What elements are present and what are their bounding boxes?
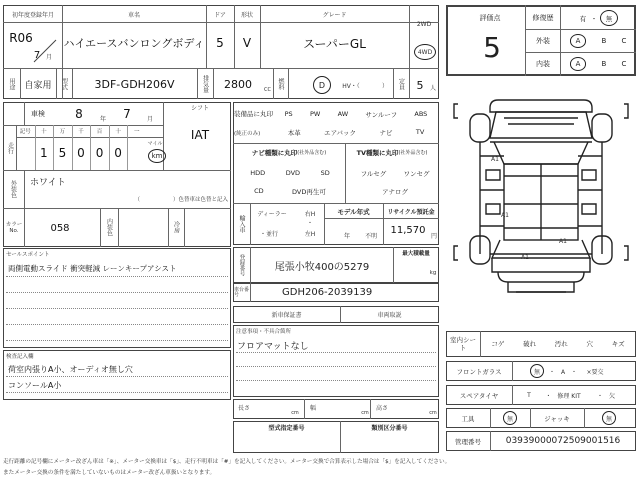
use-value: 自家用 [24,80,52,91]
model-label: 型式 [60,78,68,90]
tv-item: アナログ [382,187,408,196]
mileage-digit: 5 [58,146,67,160]
equipment-item: ナビ [379,128,393,137]
shape-value: V [242,36,252,50]
notes-value: フロアマットなし [237,341,309,352]
max-load-label: 最大積載量 [402,251,430,257]
restoration-yes: 有 [579,14,587,23]
chassis-value: GDH206-2039139 [282,287,373,298]
grade-value: スーパーGL [303,36,366,51]
restoration-sep: ・ [590,14,598,23]
interior-sheet-item: コゲ [491,339,505,348]
navi-item: DVD再生可 [291,187,326,196]
equipment-item: サンルーフ [365,110,398,119]
mileage-mile: マイル [147,140,163,147]
equipment-item: AW [337,110,349,118]
inspection-year: 8 [75,107,83,121]
damage-mark-1: A1 [491,155,499,163]
doors-label: ドア [214,11,226,19]
height-label: 高さ [375,404,388,412]
first-reg-month: 7 [33,49,41,61]
fuel-hv-close: ） [381,82,388,90]
restoration-label: 修復歴 [532,14,554,22]
interior-sheet-item: キズ [611,339,625,348]
inspection-month: 7 [123,107,131,121]
width-label: 幅 [309,404,316,412]
front-glass-end: ×要交 [586,368,604,376]
length-cm: cm [291,410,299,416]
import-sep: ・ [306,219,313,227]
month-slash [20,36,60,66]
new-car-warranty: 新車保証書 [271,312,302,319]
interior-label: 内装 [536,60,550,68]
equipment-item: PS [284,110,293,118]
color-value: ホワイト [30,177,66,188]
mileage-digit-header: 万 [59,129,66,135]
dimensions-panel [233,399,439,419]
front-glass-label: フロントガラス [456,367,502,376]
model-year-unit: 年 [343,232,350,240]
car-diagram-svg [446,86,636,320]
navi-title-note: (社外品含む) [297,149,327,156]
mileage-grid [16,125,163,170]
displacement-value: 2800 [224,77,252,91]
cold-label: 冷房 [172,221,180,233]
mileage-km: km [148,149,166,163]
tv-row-1 [352,167,438,179]
color-no-value: 058 [50,222,70,234]
equipment-item: 本革 [287,128,301,137]
tv-row-2 [352,185,438,197]
management-value: 03939000072509001516 [505,436,621,446]
displacement-label: 排気量 [201,75,209,93]
damage-mark-3: A1 [559,237,567,245]
import-dealer: ディーラー [257,210,287,218]
tv-item: フルセグ [360,169,387,178]
recycle-unit: 円 [430,232,437,240]
mileage-digit-header: 一 [133,129,140,135]
type-designation-label: 型式指定番号 [268,424,305,432]
navi-item: HDD [250,169,266,177]
jack-label: ジャッキ [544,414,570,423]
equipment-item: ABS [414,110,428,118]
max-load-kg: kg [429,270,437,276]
import-right: 右H [304,210,316,218]
restoration-no: 無 [600,10,618,26]
inspector-line-1: 荷室内張りA小、オーディオ無し穴 [8,364,133,374]
first-reg-month-unit: 月 [45,53,52,61]
capacity-unit: 人 [429,84,436,92]
exterior-grades [562,31,634,51]
exterior-grade-option: C [621,37,627,45]
color-note: （ ）色替車は色替と記入 [134,197,228,203]
cc-unit: CC [264,87,271,93]
car-name-label: 車名 [127,11,140,19]
capacity-label: 定員 [397,78,405,90]
mileage-digit-header: 千 [78,129,84,135]
damage-mark-2: A1 [501,211,509,219]
model-year-label: モデル年式 [337,207,370,216]
mileage-digit: 0 [95,146,104,160]
tv-item: ワンセグ [403,169,430,178]
shift-label: シフト [190,104,209,112]
height-cm: cm [429,410,437,416]
interior-grade-option: A [570,57,587,71]
tv-title [346,146,438,158]
interior-grades [562,54,634,74]
notes-label: 注意事項・不具合箇所 [236,329,292,335]
equipment-row-2 [276,126,436,138]
interior-sheet-item: 破れ [523,339,537,348]
inspection-year-unit: 年 [99,115,106,123]
capacity-value: 5 [416,78,424,92]
doors-value: 5 [216,36,224,50]
interior-color-label: 内装色 [105,218,113,236]
tools-value: 無 [503,411,517,425]
exterior-label: 外装 [536,37,550,45]
tv-title-text: TV種類に丸印 [356,148,399,157]
footer-line-1: 走行距離の記号欄にメーター改ざん車は「※」、メーター交換車は「$」、走行不明車は「#」を記入してください。メーター交換で合算表示した場合は「$」を記入してください。 [3,459,451,465]
mileage-digit-header: 記号 [19,129,31,135]
spare-label: スペアタイヤ [459,391,499,400]
import-parallel: ・並行 [259,230,278,238]
import-label: 輸入車 [238,215,245,233]
inspection-month-unit: 月 [146,115,153,123]
model-year-unknown: 不明 [364,232,377,240]
inspector-label: 検査記入欄 [6,354,34,360]
interior-sheet-item: 汚れ [554,339,568,348]
registration-label: 登録番号 [238,254,245,276]
chassis-label: 車台番号 [234,286,250,298]
drive-2wd: 2WD [416,20,432,28]
mileage-digit-header: 十 [41,129,47,135]
interior-sheet-item: 穴 [586,339,594,348]
interior-sheet-label: 室内シート [450,335,476,352]
shift-value: IAT [190,128,210,142]
spare-none: ・ 欠 [596,392,615,400]
mileage-label: 走行 [6,142,14,154]
sales-point-value: 両側電動スライド 衝突軽減 レーンキープアシスト [8,263,177,273]
shape-label: 形状 [240,11,253,19]
spare-t: T [527,391,531,399]
recycle-label: リサイクル預託金 [387,208,435,216]
mileage-digit: 0 [114,146,122,160]
front-glass-mid: ・ A ・ [548,368,578,376]
tv-title-note: (社外品含む) [398,149,428,156]
equipment-item: TV [415,128,425,136]
category-no-label: 類別区分番号 [371,424,408,432]
navi-item: DVD [285,169,301,177]
interior-grade-option: B [601,60,607,68]
color-label: 外装色 [9,180,17,198]
equipment-item: PW [309,110,321,118]
score-label: 評価点 [479,14,501,22]
fuel-hv: HV・（ [342,82,360,90]
first-reg-year: R06 [9,31,33,45]
navi-item: CD [254,187,264,195]
color-no-label: カラーNo. [5,222,23,234]
mileage-digit [16,143,35,163]
mileage-digit: 0 [77,146,85,160]
jack-value: 無 [602,411,616,425]
car-name: ハイエースバンロングボディ [63,37,205,50]
width-cm: cm [361,410,369,416]
score-value: 5 [483,30,501,64]
vehicle-manual: 車両取説 [377,312,402,319]
interior-sheet-items [482,336,634,350]
first-reg-label: 初年度登録年月 [11,11,54,19]
exterior-grade-option: B [601,37,607,45]
fuel-diesel: D [313,76,331,94]
use-side-label: 用途 [8,78,15,90]
length-label: 長さ [237,404,250,412]
management-label: 管理番号 [455,437,481,446]
tools-label: 工具 [461,414,475,423]
footer-line-2: またメーター交換の条件を満たしていないものはメーター改ざん車扱いとなります。 [3,470,216,476]
navi-row-2 [240,185,340,197]
mileage-digit: 1 [40,146,48,160]
import-left: 左H [304,230,316,238]
navi-item: SD [320,169,330,177]
sales-point-label: セールスポイント [6,252,50,258]
mileage-digit-header: 十 [115,129,121,135]
equipment-row-1 [276,108,436,120]
inspection-label: 車検 [31,110,45,118]
model-value: 3DF-GDH206V [94,77,175,91]
spare-kit: ・ 修理 KIT [545,392,581,400]
grade-label: グレード [322,11,347,19]
drive-4wd: 4WD [414,44,436,60]
equipment-sublabel: (純正のみ) [234,131,261,137]
inspector-line-2: コンソールA小 [8,380,62,390]
equipment-item: エアバック [324,128,357,137]
navi-title-text: ナビ種類に丸印 [251,148,298,157]
front-glass-value: 無 [530,364,544,378]
fuel-label: 燃料 [277,78,284,90]
equipment-label: 装備品に丸印 [234,109,273,118]
recycle-value: 11,570 [390,224,426,236]
exterior-grade-option: A [570,34,587,48]
mileage-digit-header: 百 [96,129,103,135]
navi-row-1 [240,167,340,179]
registration-value: 尾張小牧400の5279 [274,261,370,273]
interior-grade-option: C [621,60,627,68]
damage-mark-4: A1 [521,253,529,261]
navi-title [234,146,344,158]
